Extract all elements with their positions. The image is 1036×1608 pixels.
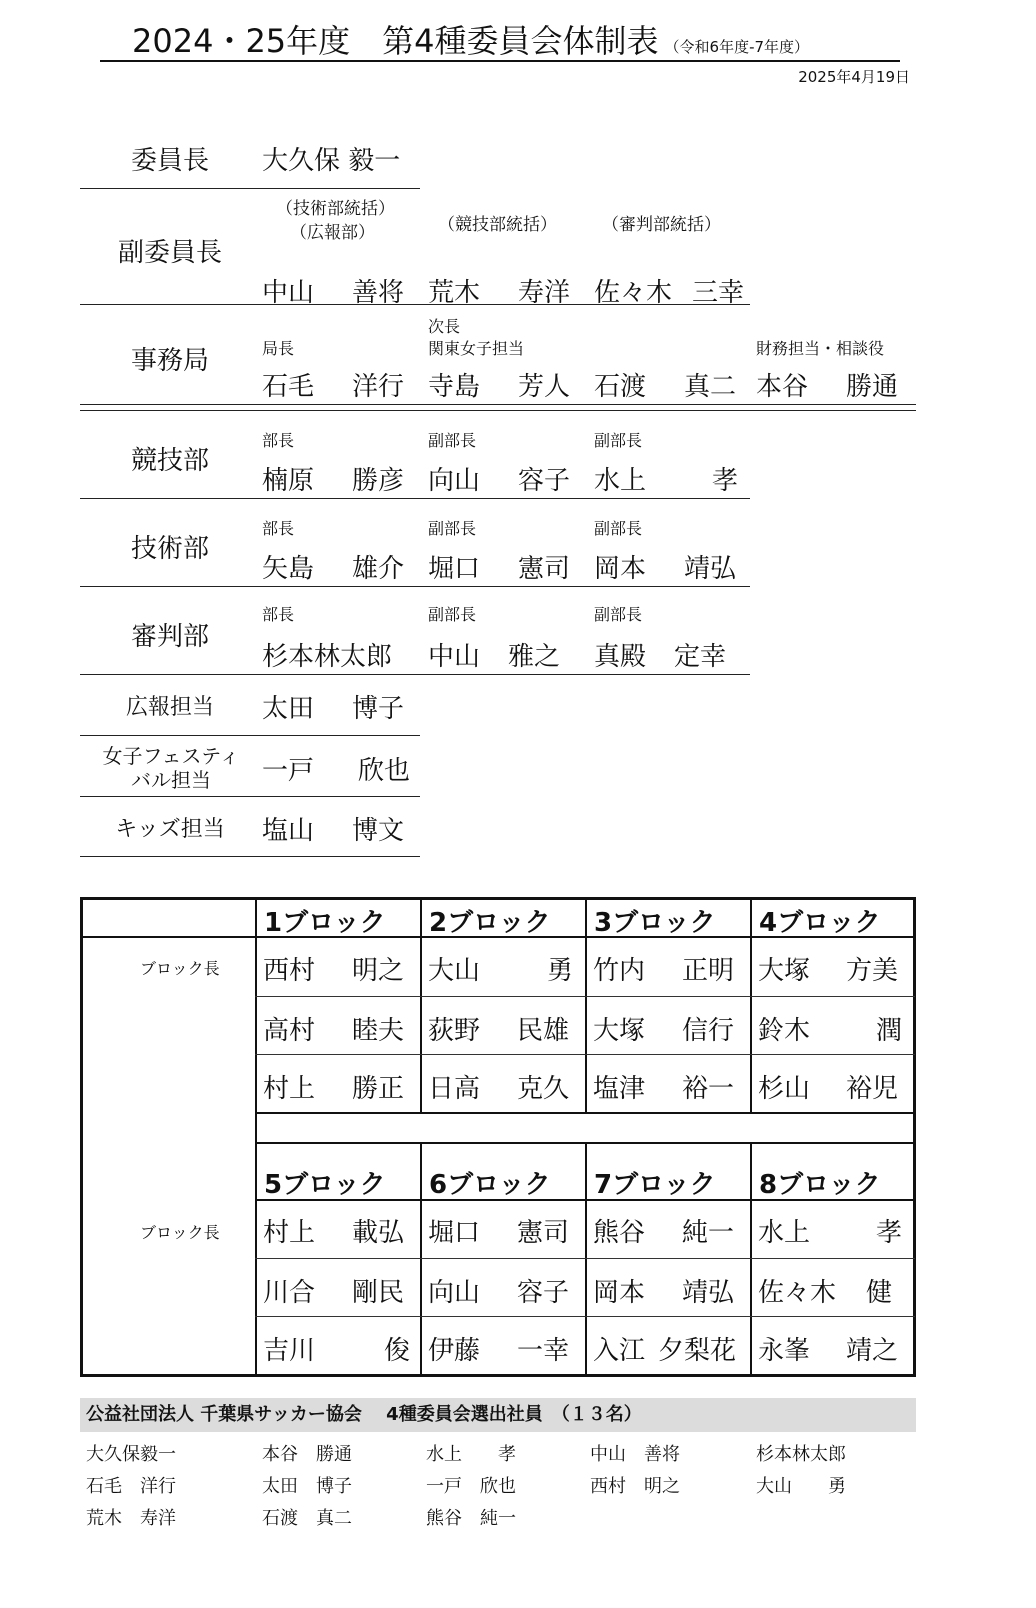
- dept-member-given: 容子: [518, 466, 571, 496]
- block-header: 3ブロック: [594, 908, 716, 938]
- block-member-family: 大塚: [758, 956, 811, 986]
- member-name: 水上 孝: [426, 1444, 516, 1465]
- block-member-family: 向山: [428, 1278, 481, 1308]
- block-member-given: 克久: [517, 1074, 570, 1104]
- block-row-label: ブロック長: [140, 1223, 220, 1242]
- extra-label-line1: 女子フェスティ: [102, 744, 240, 768]
- block-member-given: 勇: [547, 956, 574, 986]
- member-name: 石毛 洋行: [86, 1476, 176, 1497]
- office-member-given: 勝通: [846, 372, 899, 402]
- block-member-family: 吉川: [263, 1336, 316, 1366]
- dept-member-given: 定幸: [674, 642, 727, 672]
- chair-name: 大久保 毅一: [262, 146, 401, 176]
- office-member-family: 石毛: [262, 372, 315, 402]
- dept-role: 副部長: [428, 605, 477, 624]
- table-line: [420, 897, 422, 1113]
- divider: [80, 856, 420, 857]
- block-member-given: 一幸: [517, 1336, 570, 1366]
- block-header: 1ブロック: [264, 908, 386, 938]
- vice-note: （審判部統括）: [602, 215, 721, 235]
- table-line: [255, 1112, 915, 1114]
- block-member-given: 健: [866, 1278, 893, 1308]
- block-member-given: 明之: [352, 956, 405, 986]
- block-member-family: 西村: [263, 956, 316, 986]
- table-line: [750, 897, 752, 1113]
- block-member-family: 熊谷: [593, 1218, 646, 1248]
- block-member-given: 方美: [846, 956, 899, 986]
- vice-note: （競技部統括）: [438, 215, 557, 235]
- dept-member-given: 憲司: [518, 554, 571, 584]
- dept-role: 副部長: [594, 431, 643, 450]
- vice-note: （技術部統括）: [276, 199, 395, 219]
- block-member-family: 高村: [263, 1016, 316, 1046]
- block-member-family: 伊藤: [428, 1336, 481, 1366]
- office-member-family: 石渡: [594, 372, 647, 402]
- dept-member-family: 岡本: [594, 554, 647, 584]
- block-member-given: 孝: [876, 1218, 903, 1248]
- block-member-given: 裕児: [846, 1074, 899, 1104]
- office-role: 次長: [428, 317, 461, 336]
- block-member-given: 民雄: [517, 1016, 570, 1046]
- extra-member-family: 一戸: [262, 756, 315, 786]
- office-role: 関東女子担当: [428, 339, 525, 358]
- extra-member-family: 塩山: [262, 816, 315, 846]
- block-header: 5ブロック: [264, 1170, 386, 1200]
- dept-member-given: 勝彦: [352, 466, 405, 496]
- dept-role: 部長: [262, 605, 295, 624]
- block-member-family: 堀口: [428, 1218, 481, 1248]
- block-member-family: 村上: [263, 1074, 316, 1104]
- table-line: [255, 996, 915, 997]
- extra-label: キッズ担当: [115, 817, 225, 842]
- block-member-family: 佐々木: [758, 1278, 837, 1308]
- table-line: [255, 1054, 915, 1055]
- block-member-given: 睦夫: [352, 1016, 405, 1046]
- vice-note: （広報部）: [290, 223, 375, 243]
- block-member-given: 裕一: [682, 1074, 735, 1104]
- block-member-family: 杉山: [758, 1074, 811, 1104]
- dept-member-family: 矢島: [262, 554, 315, 584]
- dept-member-given: 雅之: [508, 642, 561, 672]
- extra-member-family: 太田: [262, 694, 315, 724]
- extra-member-given: 博文: [352, 816, 405, 846]
- vice-member-family: 中山: [262, 278, 315, 308]
- table-line: [255, 1316, 915, 1317]
- office-member-given: 芳人: [518, 372, 571, 402]
- block-header: 7ブロック: [594, 1170, 716, 1200]
- block-header: 2ブロック: [429, 908, 551, 938]
- divider: [80, 410, 916, 411]
- dept-member-family: 真殿: [594, 642, 647, 672]
- member-name: 中山 善将: [590, 1444, 680, 1465]
- divider: [80, 304, 750, 305]
- block-member-family: 川合: [263, 1278, 316, 1308]
- dept-label: 技術部: [130, 534, 209, 564]
- dept-member-given: 孝: [712, 466, 739, 496]
- chair-label: 委員長: [130, 146, 209, 176]
- office-label: 事務局: [130, 346, 209, 376]
- block-member-family: 竹内: [593, 956, 646, 986]
- block-member-given: 正明: [682, 956, 735, 986]
- table-line: [585, 1142, 587, 1377]
- member-name: 石渡 真二: [262, 1508, 352, 1529]
- title-sub: （令和6年度-7年度）: [664, 38, 810, 56]
- block-member-family: 村上: [263, 1218, 316, 1248]
- block-member-family: 大塚: [593, 1016, 646, 1046]
- table-line: [750, 1142, 752, 1377]
- block-member-family: 荻野: [428, 1016, 481, 1046]
- dept-label: 審判部: [130, 622, 209, 652]
- vice-member-given: 寿洋: [518, 278, 571, 308]
- block-member-given: 靖之: [846, 1336, 899, 1366]
- member-name: 一戸 欣也: [426, 1476, 516, 1497]
- block-member-family: 岡本: [593, 1278, 646, 1308]
- divider: [80, 735, 420, 736]
- block-member-given: 純一: [682, 1218, 735, 1248]
- table-line: [420, 1142, 422, 1377]
- block-row-label: ブロック長: [140, 959, 220, 978]
- dept-member-given: 雄介: [352, 554, 405, 584]
- member-name: 杉本林太郎: [756, 1444, 846, 1465]
- vice-member-family: 荒木: [428, 278, 481, 308]
- office-member-given: 真二: [684, 372, 737, 402]
- member-name: 西村 明之: [590, 1476, 680, 1497]
- extra-label: 広報担当: [125, 695, 214, 720]
- block-member-given: 剛民: [352, 1278, 405, 1308]
- extra-label-line2: バル担当: [131, 768, 211, 792]
- divider: [80, 586, 750, 587]
- office-member-family: 本谷: [756, 372, 809, 402]
- divider: [80, 498, 750, 499]
- dept-label: 競技部: [130, 446, 209, 476]
- dept-member-family: 中山: [428, 642, 481, 672]
- dept-member-family: 堀口: [428, 554, 481, 584]
- block-member-given: 夕梨花: [658, 1336, 737, 1366]
- block-member-given: 載弘: [352, 1218, 405, 1248]
- vice-member-family: 佐々木: [594, 278, 673, 308]
- office-member-family: 寺島: [428, 372, 481, 402]
- member-name: 大山 勇: [756, 1476, 846, 1497]
- block-member-family: 入江: [593, 1336, 646, 1366]
- block-member-given: 勝正: [352, 1074, 405, 1104]
- vice-member-given: 善将: [352, 278, 405, 308]
- divider: [80, 188, 420, 189]
- office-role: 財務担当・相談役: [756, 339, 885, 358]
- block-member-family: 大山: [428, 956, 481, 986]
- block-header: 8ブロック: [759, 1170, 881, 1200]
- block-member-family: 日高: [428, 1074, 481, 1104]
- block-member-given: 容子: [517, 1278, 570, 1308]
- dept-member-given: 靖弘: [684, 554, 737, 584]
- block-member-given: 俊: [384, 1336, 411, 1366]
- member-name: 熊谷 純一: [426, 1508, 516, 1529]
- divider: [80, 404, 916, 405]
- block-header: 6ブロック: [429, 1170, 551, 1200]
- block-member-given: 憲司: [517, 1218, 570, 1248]
- block-member-given: 信行: [682, 1016, 735, 1046]
- member-name: 大久保毅一: [86, 1444, 176, 1465]
- dept-role: 副部長: [428, 431, 477, 450]
- block-member-family: 水上: [758, 1218, 811, 1248]
- dept-role: 部長: [262, 519, 295, 538]
- dept-member-family: 杉本林太郎: [262, 642, 393, 672]
- divider: [80, 796, 420, 797]
- table-line: [255, 897, 257, 1377]
- date: 2025年4月19日: [798, 68, 910, 86]
- member-name: 本谷 勝通: [262, 1444, 352, 1465]
- dept-member-family: 楠原: [262, 466, 315, 496]
- block-member-family: 塩津: [593, 1074, 646, 1104]
- block-header: 4ブロック: [759, 908, 881, 938]
- block-member-family: 鈴木: [758, 1016, 811, 1046]
- extra-member-given: 博子: [352, 694, 405, 724]
- divider: [80, 674, 750, 675]
- block-member-given: 潤: [876, 1016, 903, 1046]
- extra-member-given: 欣也: [358, 756, 411, 786]
- member-name: 荒木 寿洋: [86, 1508, 176, 1529]
- members-header: 公益社団法人 千葉県サッカー協会 4種委員会選出社員 （１３名）: [80, 1398, 916, 1432]
- vice-label: 副委員長: [117, 238, 222, 268]
- table-line: [585, 897, 587, 1113]
- dept-role: 副部長: [594, 519, 643, 538]
- block-member-given: 靖弘: [682, 1278, 735, 1308]
- table-line: [255, 1258, 915, 1259]
- dept-role: 部長: [262, 431, 295, 450]
- title-main: 2024・25年度 第4種委員会体制表: [132, 22, 659, 60]
- dept-member-family: 水上: [594, 466, 647, 496]
- block-member-family: 永峯: [758, 1336, 811, 1366]
- page-title: [100, 22, 900, 62]
- dept-role: 副部長: [428, 519, 477, 538]
- office-member-given: 洋行: [352, 372, 405, 402]
- dept-member-family: 向山: [428, 466, 481, 496]
- member-name: 太田 博子: [262, 1476, 352, 1497]
- dept-role: 副部長: [594, 605, 643, 624]
- office-role: 局長: [262, 339, 295, 358]
- vice-member-given: 三幸: [692, 278, 745, 308]
